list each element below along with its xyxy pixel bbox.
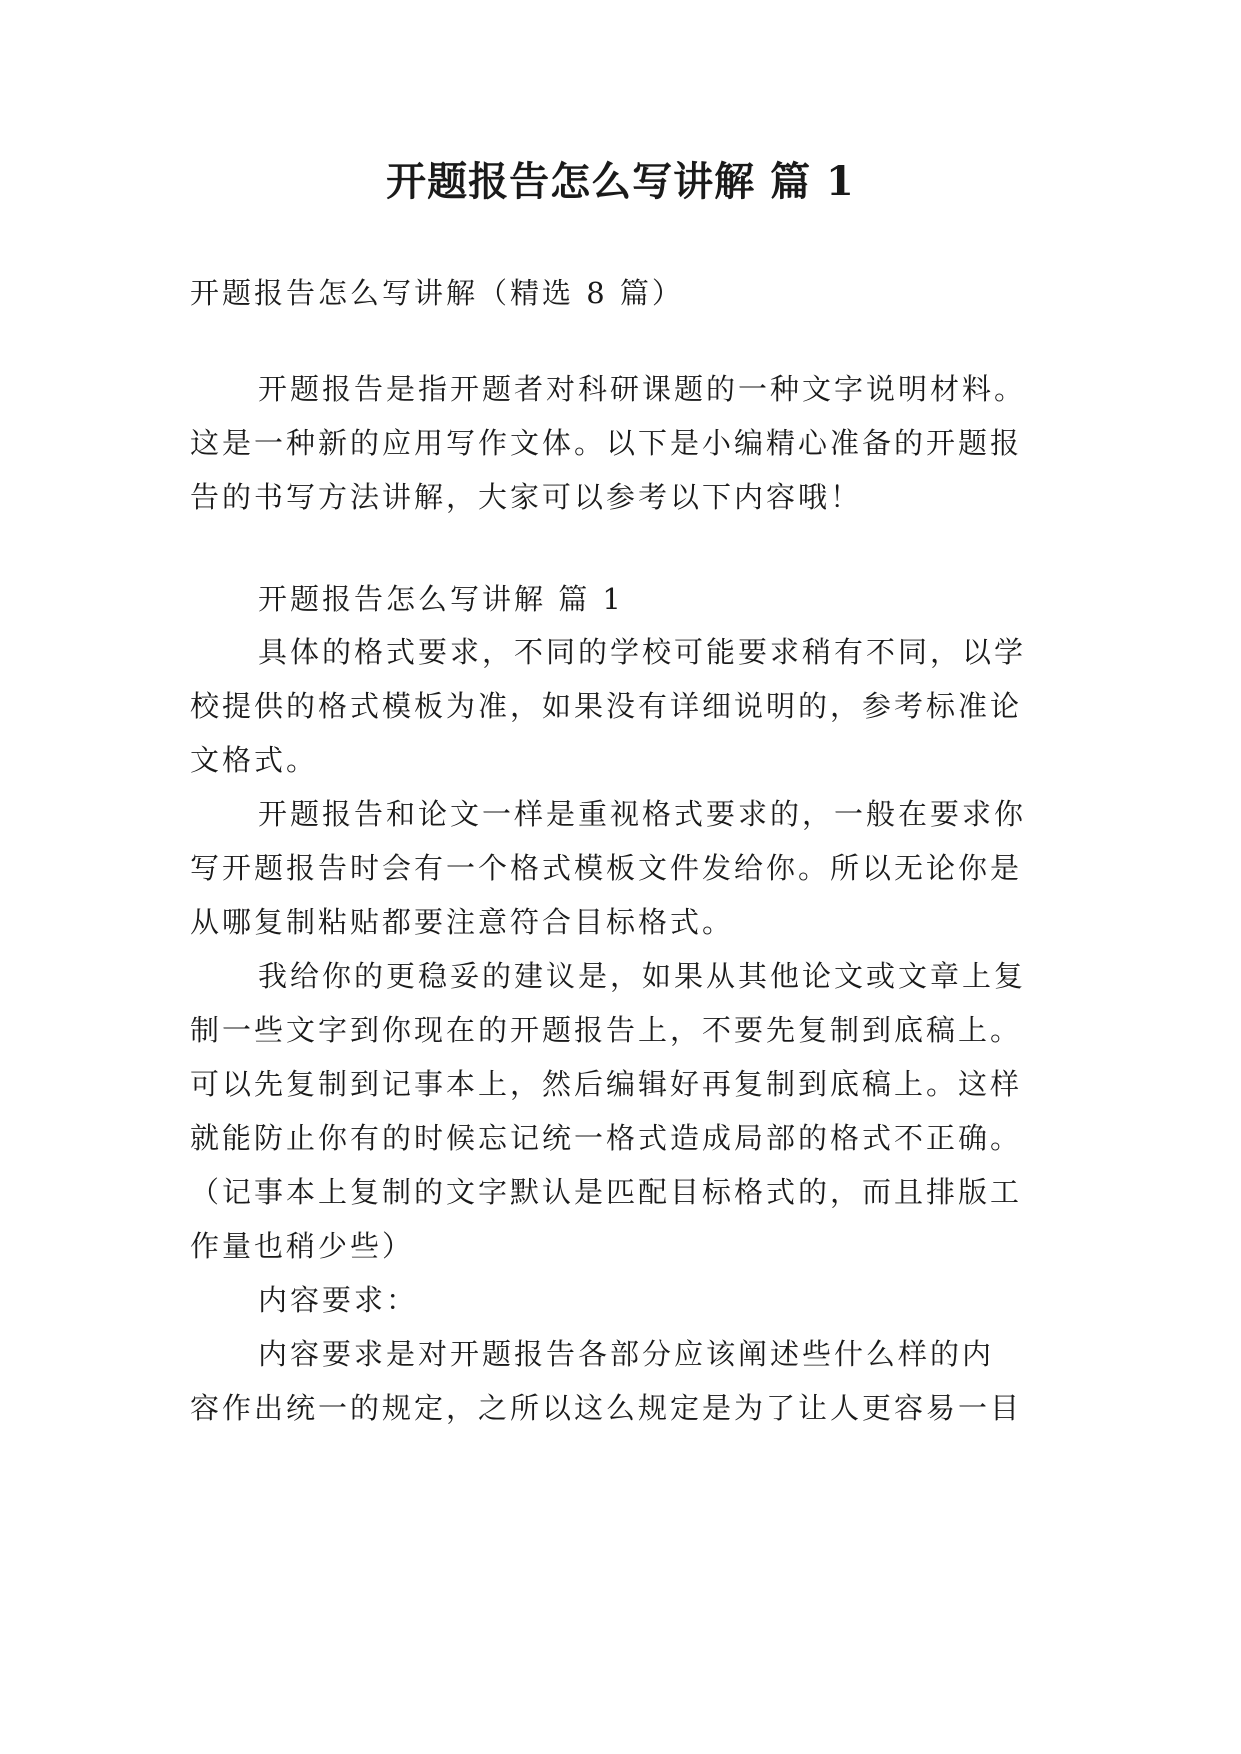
paragraph-line: （记事本上复制的文字默认是匹配目标格式的，而且排版工 xyxy=(190,1175,1023,1209)
section-heading: 开题报告怎么写讲解 篇 1 xyxy=(258,582,624,616)
paragraph-line: 写开题报告时会有一个格式模板文件发给你。所以无论你是 xyxy=(190,851,1023,885)
paragraph-line: 开题报告是指开题者对科研课题的一种文字说明材料。 xyxy=(258,372,1027,406)
paragraph-line: 具体的格式要求，不同的学校可能要求稍有不同，以学 xyxy=(258,635,1027,669)
document-title: 开题报告怎么写讲解 篇 1 xyxy=(386,158,855,205)
paragraph-line: 内容要求是对开题报告各部分应该阐述些什么样的内 xyxy=(258,1337,995,1371)
paragraph-line: 作量也稍少些） xyxy=(190,1229,415,1263)
paragraph-line: 就能防止你有的时候忘记统一格式造成局部的格式不正确。 xyxy=(190,1121,1023,1155)
paragraph-line: 校提供的格式模板为准，如果没有详细说明的，参考标准论 xyxy=(190,689,1023,723)
document-subtitle: 开题报告怎么写讲解（精选 8 篇） xyxy=(190,276,684,310)
paragraph-line: 可以先复制到记事本上，然后编辑好再复制到底稿上。这样 xyxy=(190,1067,1023,1101)
paragraph-line: 开题报告和论文一样是重视格式要求的，一般在要求你 xyxy=(258,797,1027,831)
paragraph-line: 这是一种新的应用写作文体。以下是小编精心准备的开题报 xyxy=(190,426,1023,460)
paragraph-line: 制一些文字到你现在的开题报告上，不要先复制到底稿上。 xyxy=(190,1013,1023,1047)
paragraph-line: 内容要求： xyxy=(258,1283,419,1317)
paragraph-line: 告的书写方法讲解，大家可以参考以下内容哦！ xyxy=(190,480,863,514)
paragraph-line: 容作出统一的规定，之所以这么规定是为了让人更容易一目 xyxy=(190,1391,1023,1425)
paragraph-line: 文格式。 xyxy=(190,743,319,777)
paragraph-line: 我给你的更稳妥的建议是，如果从其他论文或文章上复 xyxy=(258,959,1027,993)
paragraph-line: 从哪复制粘贴都要注意符合目标格式。 xyxy=(190,905,735,939)
